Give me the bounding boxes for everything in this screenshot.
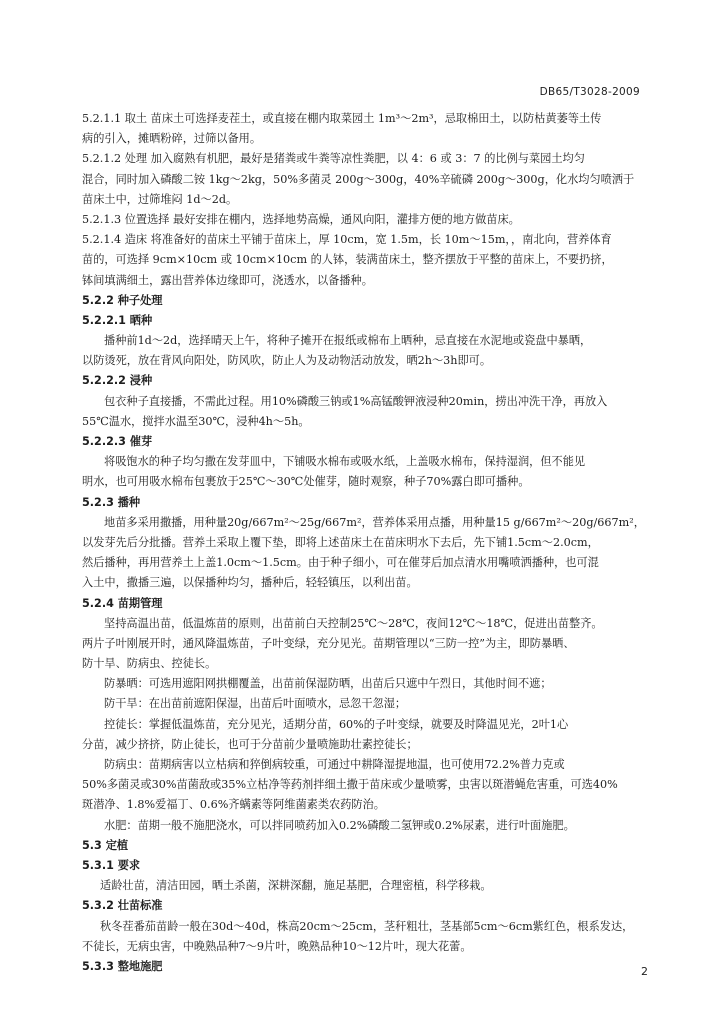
text-line: 两片子叶刚展开时，通风降温炼苗，子叶变绿，充分见光。苗期管理以“三防一控”为主，即防暴晒、 <box>82 636 575 650</box>
document-body <box>82 109 646 977</box>
section-heading: 5.3 定植 <box>82 838 129 852</box>
section-heading: 5.2.2.1 晒种 <box>82 313 153 327</box>
text-line: 5.2.1.1 取土 苗床土可选择麦茬土，或直接在棚内取菜园土 1m³～2m³，忌取棉田土，以防枯黄萎等土传 <box>82 112 602 125</box>
document-id: DB65/T3028-2009 <box>539 86 640 98</box>
text-line: 斑潜净、1.8%爱福丁、0.6%齐螨素等阿维菌素类农药防治。 <box>82 798 385 812</box>
text-line: 秋冬茬番茄苗龄一般在30d～40d，株高20cm～25cm，茎秆粗壮，茎基部5cm～6cm紫红色，根系发达， <box>100 919 634 933</box>
section-heading: 5.2.2.2 浸种 <box>82 374 153 388</box>
text-line: 钵间填满细土，露出营养体边缘即可，浇透水，以备播种。 <box>82 273 373 287</box>
page-number: 2 <box>641 965 648 978</box>
text-line: 病的引入，摊晒粉碎，过筛以备用。 <box>82 132 262 146</box>
text-line: 播种前1d～2d，选择晴天上午，将种子摊开在报纸或棉布上晒种，忌直接在水泥地或瓷盘中暴晒， <box>104 334 592 348</box>
text-line: 包衣种子直接播，不需此过程。用10%磷酸三钠或1%高锰酸钾液浸种20min，捞出冲洗干净，再放入 <box>104 394 608 408</box>
text-line: 地苗多采用撒播，用种量20g/667m²～25g/667m²，营养体采用点播，用种量15 g/667m²～20g/667m²， <box>104 515 645 529</box>
text-line: 坚持高温出苗，低温炼苗的原则，出苗前白天控制25℃～28℃，夜间12℃～18℃，促进出苗整齐。 <box>104 616 603 630</box>
text-line: 混合，同时加入磷酸二铵 1kg～2kg，50%多菌灵 200g～300g，40%辛硫磷 200g～300g，化水均匀喷洒于 <box>82 172 635 186</box>
text-line: 分苗，减少挤挤，防止徒长，也可于分苗前少量喷施助壮素控徒长； <box>82 737 418 751</box>
section-heading: 5.2.4 苗期管理 <box>82 596 163 610</box>
text-line: 5.2.1.2 处理 加入腐熟有机肥，最好是猪粪或牛粪等凉性粪肥，以 4：6 或 3：7 的比例与菜园土均匀 <box>82 152 585 166</box>
text-line: 然后播种，再用营养土上盖1.0cm～1.5cm。由于种子细小，可在催芽后加点清水用嘴喷洒播种，也可混 <box>82 556 599 570</box>
text-line: 防十旱、防病虫、控徒长。 <box>82 657 217 671</box>
text-line: 防病虫：苗期病害以立枯病和猝倒病较重，可通过中耕降湿提地温，也可使用72.2%普力克或 <box>104 758 565 771</box>
section-heading: 5.3.3 整地施肥 <box>82 959 163 973</box>
text-line: 以发芽先后分批播。营养土采取上覆下垫，即将上述苗床土在苗床明水下去后，先下铺1.5cm～2.0cm， <box>82 535 599 549</box>
text-line: 适龄壮苗，清洁田园，晒土杀菌，深耕深翻，施足基肥，合理密植，科学移栽。 <box>100 879 492 893</box>
text-line: 将吸饱水的种子均匀撒在发芽皿中，下铺吸水棉布或吸水纸，上盖吸水棉布，保持湿润，但不能见 <box>104 455 586 469</box>
section-heading: 5.2.2.3 催芽 <box>82 435 153 448</box>
text-line: 入土中，撒播三遍，以保播种均匀，播种后，轻轻镇压，以利出苗。 <box>82 576 418 590</box>
section-heading: 5.2.3 播种 <box>82 495 141 509</box>
section-heading: 5.3.1 要求 <box>82 858 141 872</box>
text-line: 5.2.1.3 位置选择 最好安排在棚内，选择地势高燥，通风向阳，灌排方便的地方做苗床。 <box>82 212 520 226</box>
text-line: 苗床土中，过筛堆闷 1d～2d。 <box>82 192 238 206</box>
section-heading: 5.2.2 种子处理 <box>82 293 163 307</box>
text-line: 防干旱：在出苗前遮阳保湿，出苗后叶面喷水，忌忽干忽湿； <box>104 697 407 711</box>
text-line: 55℃温水，搅拌水温至30℃，浸种4h～5h。 <box>82 414 310 428</box>
text-line: 不徒长，无病虫害，中晚熟品种7～9片叶，晚熟品种10～12片叶，现大花蕾。 <box>82 939 472 953</box>
text-line: 5.2.1.4 造床 将准备好的苗床土平铺于苗床上，厚 10cm，宽 1.5m，长 10m～15m，，南北向，营养体育 <box>82 233 612 247</box>
text-line: 苗的，可选择 9cm×10cm 或 10cm×10cm 的人钵，装满苗床土，整齐摆放于平整的苗床上，不要扔挤， <box>82 253 613 267</box>
text-line: 以防烫死，放在背风向阳处，防风吹，防止人为及动物活动放发，晒2h～3h即可。 <box>82 354 492 368</box>
text-line: 明水，也可用吸水棉布包裹放于25℃～30℃处催芽，随时观察，种子70%露白即可播种。 <box>82 475 530 489</box>
section-heading: 5.3.2 壮苗标准 <box>82 899 163 913</box>
text-line: 50%多菌灵或30%苗菌敌或35%立枯净等药剂拌细土撒于苗床或少量喷雾，虫害以斑潜蝇危害重，可选40% <box>82 778 618 792</box>
text-line: 防暴晒：可选用遮阳网拱棚覆盖，出苗前保湿防晒，出苗后只遮中午烈日，其他时间不遮； <box>104 677 552 691</box>
text-line: 水肥：苗期一般不施肥浇水，可以拌同喷药加入0.2%磷酸二氢钾或0.2%尿素，进行叶面施肥。 <box>104 818 575 832</box>
text-line: 控徒长：掌握低温炼苗，充分见光，适期分苗，60%的子叶变绿，就要及时降温见光，2叶1心 <box>104 717 569 731</box>
